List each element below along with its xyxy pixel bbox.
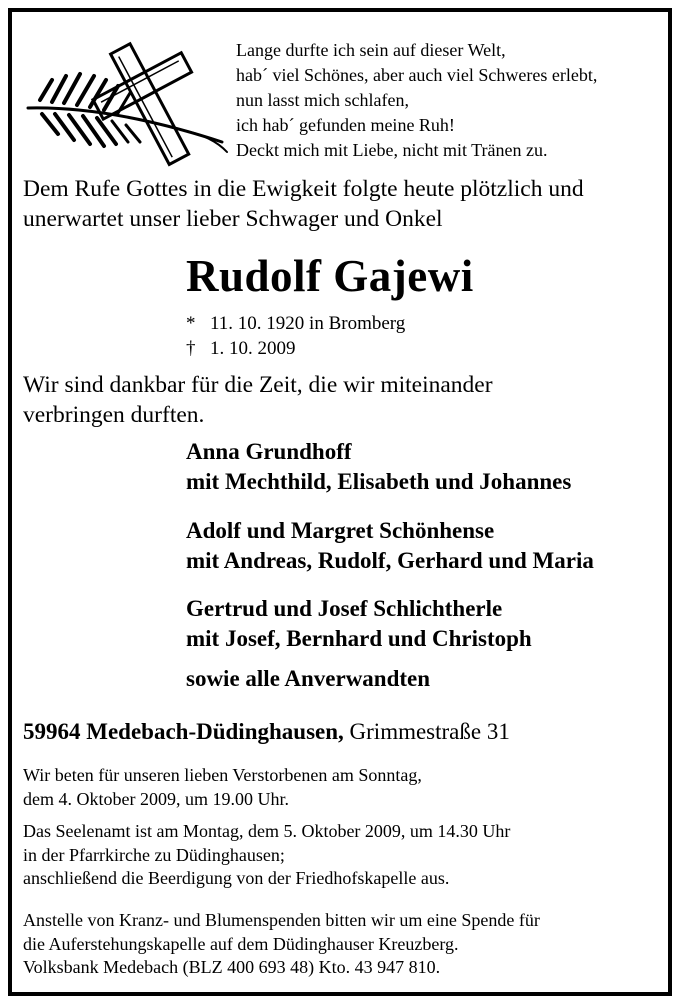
intro-line: unerwartet unser lieber Schwager und Onkel xyxy=(23,206,443,232)
poem-line: hab´ viel Schönes, aber auch viel Schweres erlebt, xyxy=(236,65,598,85)
address-place: 59964 Medebach-Düdinghausen, xyxy=(23,719,344,744)
family-group xyxy=(186,594,532,654)
poem-line: nun lasst mich schlafen, xyxy=(236,90,409,110)
intro-line: Dem Rufe Gottes in die Ewigkeit folgte heute plötzlich und xyxy=(23,176,584,202)
notice-line: in der Pfarrkirche zu Düdinghausen; xyxy=(23,844,285,865)
notice-line: anschließend die Beerdigung von der Friedhofskapelle aus. xyxy=(23,868,450,888)
thanks-line: Wir sind dankbar für die Zeit, die wir miteinander xyxy=(23,372,493,398)
life-dates xyxy=(186,311,405,361)
funeral-notice xyxy=(23,820,510,891)
address-street: Grimmestraße 31 xyxy=(349,719,510,744)
family-line: Gertrud und Josef Schlichtherle xyxy=(186,596,503,621)
death-text: 1. 10. 2009 xyxy=(210,338,296,359)
birth-text: 11. 10. 1920 in Bromberg xyxy=(210,313,406,334)
deceased-name: Rudolf Gajewi xyxy=(186,251,474,301)
family-group xyxy=(186,516,594,576)
notice-line: Anstelle von Kranz- und Blumenspenden bitten wir um eine Spende für xyxy=(23,910,540,930)
poem-line: Deckt mich mit Liebe, nicht mit Tränen zu. xyxy=(236,140,548,160)
family-line: Adolf und Margret Schönhense xyxy=(186,518,495,543)
family-line: mit Josef, Bernhard und Christoph xyxy=(186,626,532,651)
birth-date xyxy=(186,311,405,336)
family-line: sowie alle Anverwandten xyxy=(186,666,431,691)
notice-line: dem 4. Oktober 2009, um 19.00 Uhr. xyxy=(23,788,289,809)
poem-line: ich hab´ gefunden meine Ruh! xyxy=(236,115,455,135)
notice-line: Wir beten für unseren lieben Verstorbenen am Sonntag, xyxy=(23,765,422,785)
address xyxy=(23,719,510,745)
prayer-notice xyxy=(23,764,422,811)
thanks-text xyxy=(23,370,493,430)
family-line: mit Andreas, Rudolf, Gerhard und Maria xyxy=(186,548,594,573)
family-line: Anna Grundhoff xyxy=(186,439,352,464)
intro-text xyxy=(23,174,584,234)
notice-line: die Auferstehungskapelle auf dem Düdinghauser Kreuzberg. xyxy=(23,933,459,954)
family-group xyxy=(186,664,430,694)
notice-line: Das Seelenamt ist am Montag, dem 5. Oktober 2009, um 14.30 Uhr xyxy=(23,821,511,841)
poem-line: Lange durfte ich sein auf dieser Welt, xyxy=(236,40,506,60)
thanks-line: verbringen durften. xyxy=(23,402,205,428)
cross-with-palm-icon xyxy=(22,30,232,170)
family-line: mit Mechthild, Elisabeth und Johannes xyxy=(186,469,572,494)
family-group xyxy=(186,437,571,497)
death-date xyxy=(186,336,405,361)
donation-notice xyxy=(23,909,540,980)
death-symbol: † xyxy=(186,338,196,359)
birth-symbol: * xyxy=(186,313,196,334)
poem xyxy=(236,38,597,163)
notice-line: Volksbank Medebach (BLZ 400 693 48) Kto. 43 947 810. xyxy=(23,957,441,977)
